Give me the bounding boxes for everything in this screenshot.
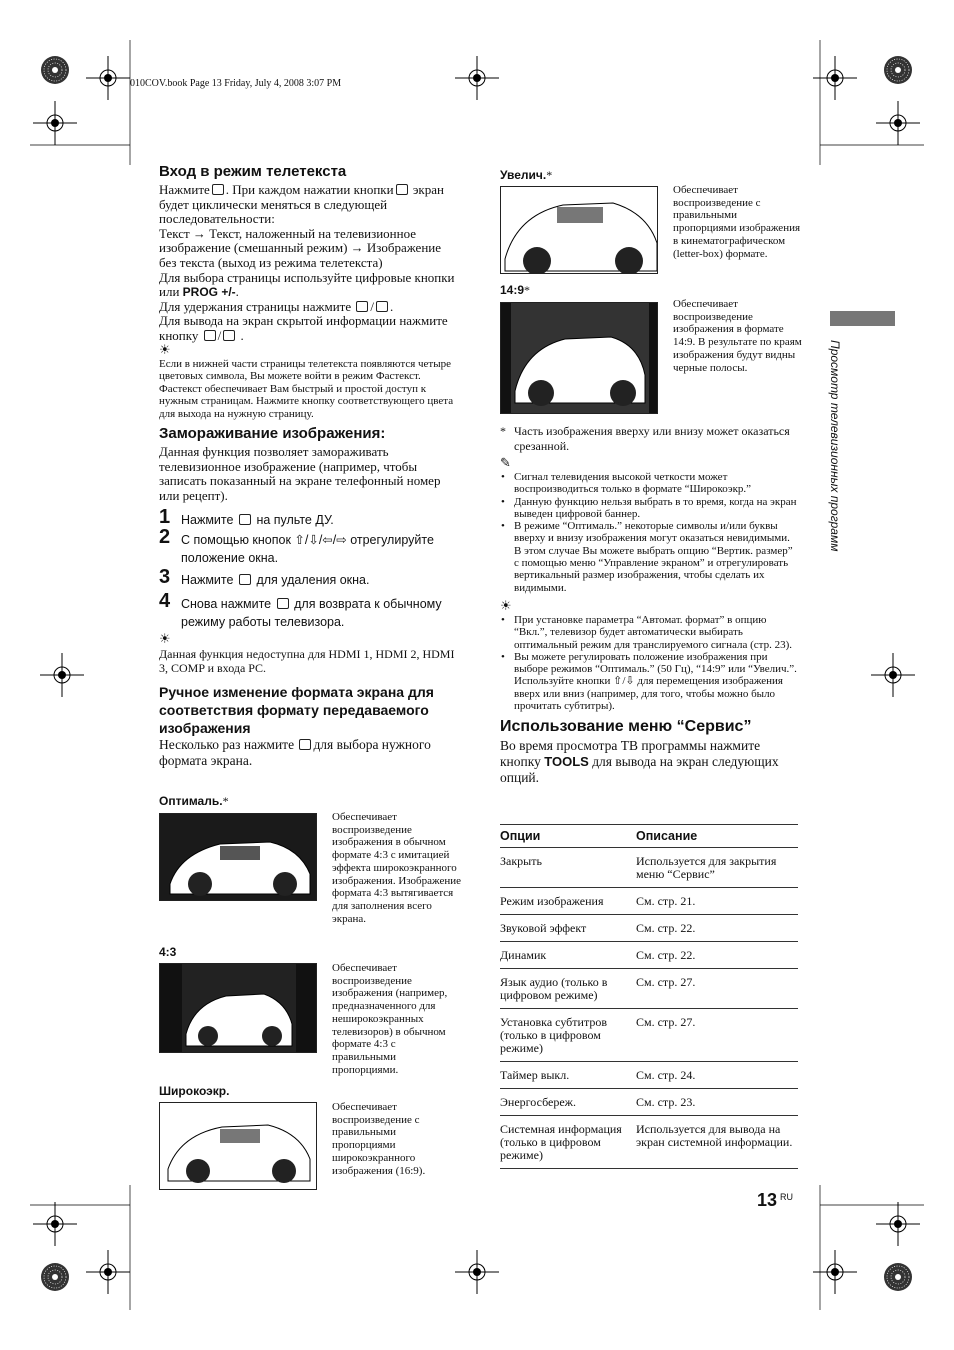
freeze-button-icon bbox=[239, 574, 251, 585]
right-column bbox=[500, 424, 798, 786]
table-row: Динамик См. стр. 22. bbox=[500, 942, 798, 969]
step-2: 2 С помощью кнопок ⇧/⇩/⇦/⇨ отрегулируйте положение окна. bbox=[159, 526, 434, 566]
freeze-steps bbox=[159, 506, 459, 631]
freeze-title: Замораживание изображения: bbox=[159, 425, 386, 443]
service-intro: Во время просмотра ТВ программы нажмите кнопку TOOLS для вывода на экран следующих опций. bbox=[500, 738, 779, 786]
table-row: Установка субтитров (только в цифровом режиме) См. стр. 27. bbox=[500, 1009, 798, 1062]
left-column bbox=[159, 163, 459, 769]
column-header: Описание bbox=[636, 825, 798, 848]
wide-button-icon bbox=[299, 739, 311, 750]
column-header: Опции bbox=[500, 825, 636, 848]
step-3: 3 Нажмите для удаления окна. bbox=[159, 566, 370, 589]
hold-button-icon bbox=[376, 301, 388, 312]
format-title: Ручное изменение формата экрана для соответствия формату передаваемого изображения bbox=[159, 684, 434, 737]
page-number: 13 $^{RU}$ bbox=[757, 1190, 794, 1210]
zoom-image bbox=[500, 186, 658, 274]
14-9-desc: Обеспечивает воспроизведение изображения в формате 14:9. В результате по краям изображения будут видны черные полосы. bbox=[673, 298, 802, 374]
teletext-title: Вход в режим телетекста bbox=[159, 163, 347, 180]
teletext-button-icon bbox=[212, 184, 224, 195]
list-item: • В режиме “Оптималь.” некоторые символы и/или буквы вверху и внизу изображения могут оказаться невидимыми. В этом случае Вы можете выбрать опцию “Вертик. размер” с помощью меню “Управление экраном” и отрегулировать вертикальный размер изображения, чтобы сделать их видимыми. bbox=[500, 520, 798, 594]
freeze-intro: Данная функция позволяет замораживать телевизионное изображение (например, чтобы записать показанный на экране телефонный номер или рецепт). bbox=[159, 444, 441, 503]
list-item: • Данную функцию нельзя выбрать в то время, когда на экран выведен цифровой баннер. bbox=[500, 496, 798, 521]
table-row: Режим изображения См. стр. 21. bbox=[500, 888, 798, 915]
table-row: Язык аудио (только в цифровом режиме) См. стр. 27. bbox=[500, 969, 798, 1009]
print-header: 010COV.book Page 13 Friday, July 4, 2008 3:07 PM bbox=[130, 78, 342, 89]
teletext-button-icon bbox=[396, 184, 408, 195]
4-3-image bbox=[159, 963, 317, 1053]
freeze-note: Данная функция недоступна для HDMI 1, HDMI 2, HDMI 3, COMP и входа PC. bbox=[159, 647, 455, 676]
mode-label-4-3: 4:3 bbox=[159, 945, 177, 959]
4-3-desc: Обеспечивает воспроизведение изображения (например, предназначенного для неширокоэкранных телевизоров) в обычном формате 4:3 с правильными пропорциями. bbox=[332, 962, 448, 1076]
side-label: Просмотр телевизионных программ bbox=[828, 340, 842, 552]
step-4: 4 Снова нажмите для возврата к обычному режиму работы телевизора. bbox=[159, 590, 442, 630]
format-intro: Несколько раз нажмите для выбора нужного формата экрана. bbox=[159, 737, 431, 769]
service-options-table bbox=[500, 824, 798, 1169]
reveal-button-icon bbox=[223, 330, 235, 341]
table-row: Таймер выкл. См. стр. 24. bbox=[500, 1062, 798, 1089]
wide-desc: Обеспечивает воспроизведение с правильными пропорциями широкоэкранного изображения (16:9). bbox=[332, 1101, 426, 1177]
mode-label-14-9: 14:9* bbox=[500, 283, 531, 297]
reveal-button-icon bbox=[204, 330, 216, 341]
optimal-image bbox=[159, 813, 317, 901]
list-item: • Сигнал телевидения высокой четкости может воспроизводиться только в формате “Широкоэкр.” bbox=[500, 471, 798, 496]
tip-icon: ☀ bbox=[159, 342, 171, 358]
format-notes bbox=[500, 471, 798, 594]
service-title: Использование меню “Сервис” bbox=[500, 718, 752, 736]
teletext-text: Нажмите . При каждом нажатии кнопки экран будет циклически меняться в следующей последовательности: Текст → Текст, наложенный на телевизионное изображение (смешанный режим) → Изображение без текста (выход из режима телетекста) Для выбора страницы используйте цифровые кнопки или PROG +/-. Для удержания страницы нажмите / . Для вывода на экран скрытой информации нажмите кнопку / . bbox=[159, 182, 455, 343]
table-header bbox=[500, 825, 798, 848]
format-tips bbox=[500, 614, 798, 712]
tip-icon: ☀ bbox=[159, 632, 171, 648]
freeze-button-icon bbox=[239, 514, 251, 525]
14-9-image bbox=[500, 302, 658, 414]
zoom-desc: Обеспечивает воспроизведение с правильными пропорциями изображения в кинематографическом (letter-box) формате. bbox=[673, 184, 801, 260]
table-row: Системная информация (только в цифровом режиме) Используется для вывода на экран системной информации. bbox=[500, 1116, 798, 1169]
list-item: • При установке параметра “Автомат. формат” в опцию “Вкл.”, телевизор будет автоматически выбирать оптимальный режим для транслируемого сигнала (стр. 23). bbox=[500, 614, 798, 651]
teletext-tip: Если в нижней части страницы телетекста появляются четыре цветовых символа, Вы можете войти в режим Фастекст. Фастекст обеспечивает Вам быстрый и простой доступ к нужным страницам. Нажмите кнопку соответствующего цвета для выхода на нужную страницу. bbox=[159, 357, 454, 420]
table-row: Закрыть Используется для закрытия меню “Сервис” bbox=[500, 848, 798, 888]
wide-image bbox=[159, 1102, 317, 1190]
list-item: • Вы можете регулировать положение изображения при выборе режимов “Оптималь.” (50 Гц), “14:9” или “Увелич.”. Используйте кнопки ⇧/⇩ для перемещения изображения вверх или вниз (например, для того, чтобы можно было прочитать субтитры). bbox=[500, 651, 798, 712]
mode-label-wide: Широкоэкр. bbox=[159, 1084, 230, 1098]
mode-label-zoom: Увелич.* bbox=[500, 168, 553, 182]
optimal-desc: Обеспечивает воспроизведение изображения в обычном формате 4:3 с имитацией эффекта широкоэкранного изображения. Изображение формата 4:3 вытягивается для заполнения всего экрана. bbox=[332, 811, 462, 925]
mode-label-optimal: Оптималь.* bbox=[159, 794, 229, 808]
hold-button-icon bbox=[356, 301, 368, 312]
footnote: * Часть изображения вверху или внизу может оказаться срезанной. bbox=[500, 424, 790, 453]
step-1: 1 Нажмите на пульте ДУ. bbox=[159, 506, 334, 529]
table-row: Энергосбереж. См. стр. 23. bbox=[500, 1089, 798, 1116]
note-icon: ✎ bbox=[500, 456, 511, 471]
tip-icon: ☀ bbox=[500, 598, 512, 614]
table-row: Звуковой эффект См. стр. 22. bbox=[500, 915, 798, 942]
freeze-button-icon bbox=[277, 598, 289, 609]
section-tab bbox=[830, 311, 895, 326]
